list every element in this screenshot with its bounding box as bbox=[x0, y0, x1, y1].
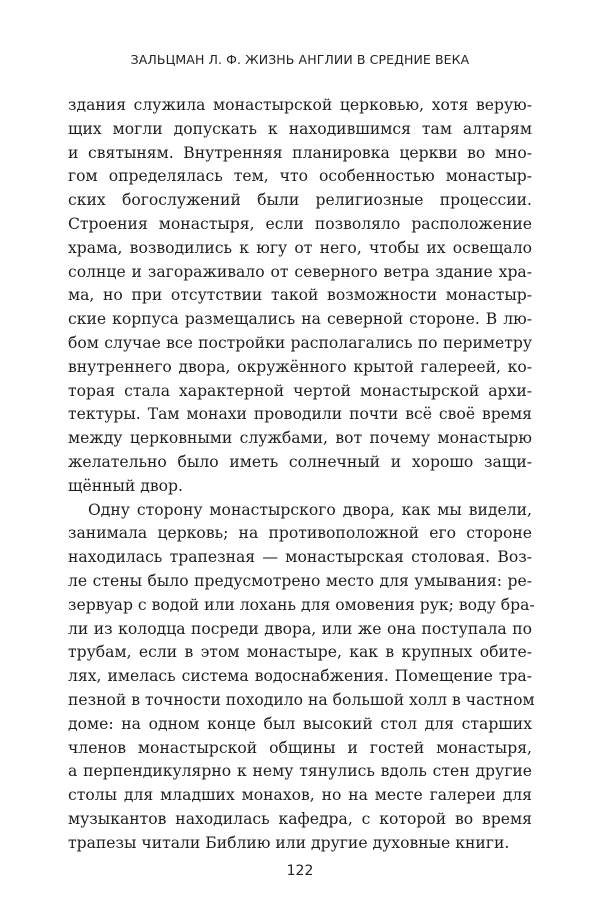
text-line: членов монастырской общины и гостей монастыря, bbox=[68, 738, 532, 757]
text-line: щённый двор. bbox=[68, 476, 183, 495]
text-line: ских богослужений были религиозные процессии. bbox=[68, 191, 532, 210]
text-line: гом определялась тем, что особенностью монастыр- bbox=[68, 167, 532, 186]
text-line: солнце и загораживало от северного ветра здание хра- bbox=[68, 262, 532, 281]
page-number: 122 bbox=[286, 863, 314, 879]
text-line: ле стены было предусмотрено место для умывания: ре- bbox=[68, 571, 532, 590]
text-line: доме: на одном конце был высокий стол для старших bbox=[68, 714, 532, 733]
text-line: бом случае все постройки располагались по периметру bbox=[68, 333, 532, 352]
text-line: Одну сторону монастырского двора, как мы видели, bbox=[88, 500, 532, 519]
text-line: музыкантов находилась кафедра, с которой во время bbox=[68, 809, 532, 828]
text-line: здания служила монастырской церковью, хотя верую- bbox=[68, 96, 532, 114]
text-line: пезной в точности походило на большой холл в частном bbox=[68, 690, 535, 709]
text-line: ли из колодца посреди двора, или же она поступала по bbox=[68, 619, 532, 638]
text-line: внутреннего двора, окружённого крытой галереей, ко- bbox=[68, 357, 532, 376]
text-line: столы для младших монахов, но на месте галереи для bbox=[68, 786, 532, 805]
text-line: лях, имелась система водоснабжения. Помещение тра- bbox=[68, 667, 532, 686]
text-line: щих могли допускать к находившимся там алтарям bbox=[68, 119, 532, 138]
text-line: желательно было иметь солнечный и хорошо защи- bbox=[68, 452, 532, 471]
running-header: ЗАЛЬЦМАН Л. Ф. ЖИЗНЬ АНГЛИИ В СРЕДНИЕ ВЕКА bbox=[130, 52, 470, 67]
body-text bbox=[68, 94, 535, 856]
text-line: торая стала характерной чертой монастырской архи- bbox=[68, 381, 532, 400]
text-line: находилась трапезная — монастырская столовая. Воз- bbox=[68, 548, 532, 567]
text-line: ские корпуса размещались на северной стороне. В лю- bbox=[68, 310, 532, 329]
text-line: между церковными службами, вот почему монастырю bbox=[68, 429, 532, 448]
text-line: а перпендикулярно к нему тянулись вдоль стен другие bbox=[68, 762, 532, 781]
text-line: трубам, если в этом монастыре, как в крупных обите- bbox=[68, 643, 532, 662]
text-line: храма, возводились к югу от него, чтобы их освещало bbox=[68, 238, 532, 257]
text-line: зервуар с водой или лохань для омовения рук; воду бра- bbox=[68, 595, 535, 614]
text-line: Строения монастыря, если позволяло расположение bbox=[68, 214, 532, 233]
text-line: и святыням. Внутренняя планировка церкви во мно- bbox=[68, 143, 532, 162]
text-line: трапезы читали Библию или другие духовные книги. bbox=[68, 833, 510, 852]
text-line: занимала церковь; на противоположной его стороне bbox=[68, 524, 532, 543]
text-line: тектуры. Там монахи проводили почти всё своё время bbox=[68, 405, 532, 424]
text-line: ма, но при отсутствии такой возможности монастыр- bbox=[68, 286, 532, 305]
